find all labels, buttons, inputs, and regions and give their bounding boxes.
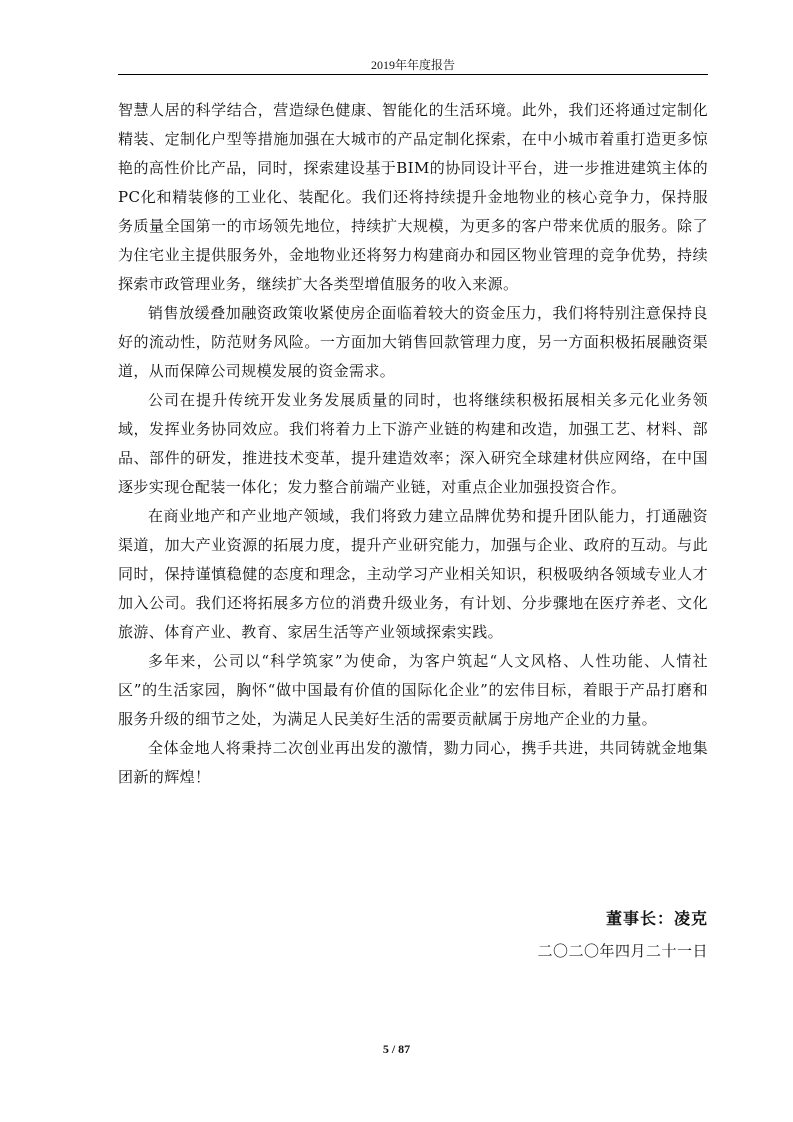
header-divider	[118, 74, 708, 75]
paragraph-commercial-industrial: 在商业地产和产业地产领域，我们将致力建立品牌优势和提升团队能力，打通融资渠道，加大产业资源的拓展力度，提升产业研究能力，加强与企业、政府的互动。与此同时，保持谨慎稳健的态度和理念，主动学习产业相关知识，积极吸纳各领域专业人才加入公司。我们还将拓展多方位的消费升级业务，有计划、分步骤地在医疗养老、文化旅游、体育产业、教育、家居生活等产业领域探索实践。	[118, 507, 708, 641]
paragraph-closing: 全体金地人将秉持二次创业再出发的激情，勠力同心，携手共进，共同铸就金地集团新的辉煌！	[118, 739, 708, 786]
signature-date: 二〇二〇年四月二十一日	[537, 942, 708, 960]
paragraph-smart-living: 智慧人居的科学结合，营造绿色健康、智能化的生活环境。此外，我们还将通过定制化精装、定制化户型等措施加强在大城市的产品定制化探索，在中小城市着重打造更多惊艳的高性价比产品，同时，探索建设基于BIM的协同设计平台，进一步推进建筑主体的PC化和精装修的工业化、装配化。我们还将持续提升金地物业的核心竞争力，保持服务质量全国第一的市场领先地位，持续扩大规模，为更多的客户带来优质的服务。除了为住宅业主提供服务外，金地物业还将努力构建商办和园区物业管理的竞争优势，持续探索市政管理业务，继续扩大各类型增值服务的收入来源。	[118, 101, 708, 293]
report-body	[118, 96, 708, 792]
chairman-signature: 董事长：凌克	[605, 909, 708, 928]
paragraph-liquidity: 销售放缓叠加融资政策收紧使房企面临着较大的资金压力，我们将特别注意保持良好的流动性，防范财务风险。一方面加大销售回款管理力度，另一方面积极拓展融资渠道，从而保障公司规模发展的资金需求。	[118, 304, 708, 380]
paragraph-mission: 多年来，公司以“科学筑家”为使命，为客户筑起“人文风格、人性功能、人情社区”的生活家园，胸怀“做中国最有价值的国际化企业”的宏伟目标，着眼于产品打磨和服务升级的细节之处，为满足人民美好生活的需要贡献属于房地产企业的力量。	[118, 652, 708, 728]
page-number: 5 / 87	[382, 1042, 411, 1056]
paragraph-diversification: 公司在提升传统开发业务发展质量的同时，也将继续积极拓展相关多元化业务领域，发挥业务协同效应。我们将着力上下游产业链的构建和改造，加强工艺、材料、部品、部件的研发，推进技术变革，提升建造效率；深入研究全球建材供应网络，在中国逐步实现仓配装一体化；发力整合前端产业链，对重点企业加强投资合作。	[118, 391, 708, 496]
page-header: 2019年年度报告	[370, 58, 455, 72]
